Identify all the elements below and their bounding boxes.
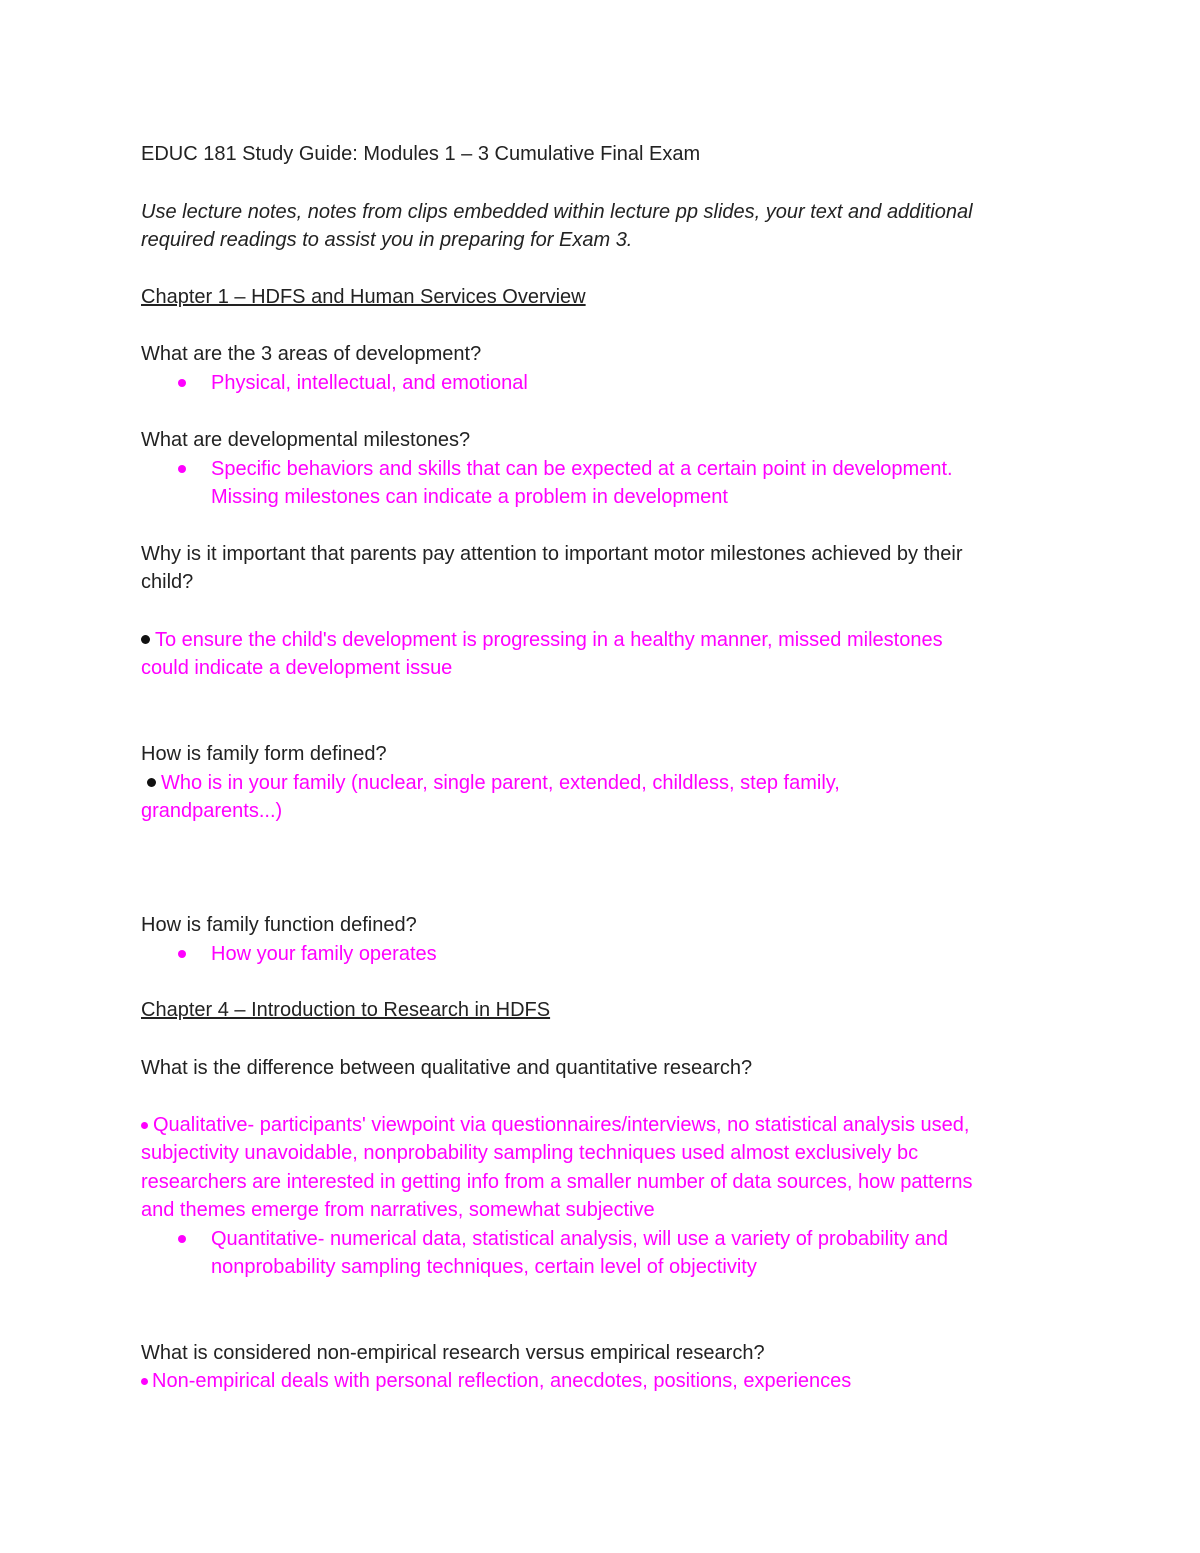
question-family-function: How is family function defined? bbox=[141, 914, 417, 936]
question-motor-milestones-line-2: child? bbox=[141, 571, 194, 593]
bullet-icon bbox=[178, 465, 186, 473]
bullet-icon bbox=[178, 379, 186, 387]
answer-qualitative-line-4: and themes emerge from narratives, somewhat subjective bbox=[141, 1199, 655, 1221]
document-title: EDUC 181 Study Guide: Modules 1 – 3 Cumulative Final Exam bbox=[141, 143, 701, 165]
answer-motor-milestones-line-2: could indicate a development issue bbox=[141, 657, 453, 679]
answer-family-function: How your family operates bbox=[211, 943, 437, 965]
answer-text: To ensure the child's development is progressing in a healthy manner, missed milestones bbox=[155, 629, 943, 651]
bullet-icon bbox=[178, 950, 186, 958]
answer-quantitative-line-2: nonprobability sampling techniques, certain level of objectivity bbox=[211, 1256, 757, 1278]
answer-milestones-line-1: Specific behaviors and skills that can be expected at a certain point in development. bbox=[211, 458, 953, 480]
chapter-4-heading: Chapter 4 – Introduction to Research in HDFS bbox=[141, 999, 551, 1021]
answer-text: Non-empirical deals with personal reflection, anecdotes, positions, experiences bbox=[152, 1370, 852, 1392]
bullet-icon bbox=[141, 635, 150, 644]
bullet-icon bbox=[141, 1122, 148, 1129]
answer-family-form-line-2: grandparents...) bbox=[141, 800, 283, 822]
answer-empirical bbox=[141, 1369, 851, 1393]
answer-qualitative-line-2: subjectivity unavoidable, nonprobability sampling techniques used almost exclusively bc bbox=[141, 1142, 919, 1164]
chapter-1-heading: Chapter 1 – HDFS and Human Services Overview bbox=[141, 286, 586, 308]
answer-motor-milestones-line-1 bbox=[141, 628, 943, 652]
question-motor-milestones-line-1: Why is it important that parents pay attention to important motor milestones achieved by their bbox=[141, 543, 963, 565]
bullet-icon bbox=[141, 1378, 148, 1385]
answer-milestones-line-2: Missing milestones can indicate a problem in development bbox=[211, 486, 728, 508]
question-milestones: What are developmental milestones? bbox=[141, 429, 471, 451]
intro-line-1: Use lecture notes, notes from clips embedded within lecture pp slides, your text and additional bbox=[141, 201, 973, 223]
question-family-form: How is family form defined? bbox=[141, 743, 387, 765]
bullet-icon bbox=[178, 1235, 186, 1243]
answer-qualitative-line-1 bbox=[141, 1113, 969, 1137]
question-development-areas: What are the 3 areas of development? bbox=[141, 343, 482, 365]
answer-qualitative-line-3: researchers are interested in getting info from a smaller number of data sources, how patterns bbox=[141, 1171, 973, 1193]
answer-family-form-line-1 bbox=[141, 771, 840, 795]
answer-text: Who is in your family (nuclear, single parent, extended, childless, step family, bbox=[161, 772, 840, 794]
answer-development-areas: Physical, intellectual, and emotional bbox=[211, 372, 528, 394]
intro-line-2: required readings to assist you in preparing for Exam 3. bbox=[141, 229, 633, 251]
question-qual-vs-quant: What is the difference between qualitative and quantitative research? bbox=[141, 1057, 753, 1079]
question-empirical: What is considered non-empirical research versus empirical research? bbox=[141, 1342, 765, 1364]
bullet-icon bbox=[147, 778, 156, 787]
answer-quantitative-line-1: Quantitative- numerical data, statistical analysis, will use a variety of probability and bbox=[211, 1228, 949, 1250]
answer-text: Qualitative- participants' viewpoint via questionnaires/interviews, no statistical analysis used, bbox=[153, 1114, 970, 1136]
